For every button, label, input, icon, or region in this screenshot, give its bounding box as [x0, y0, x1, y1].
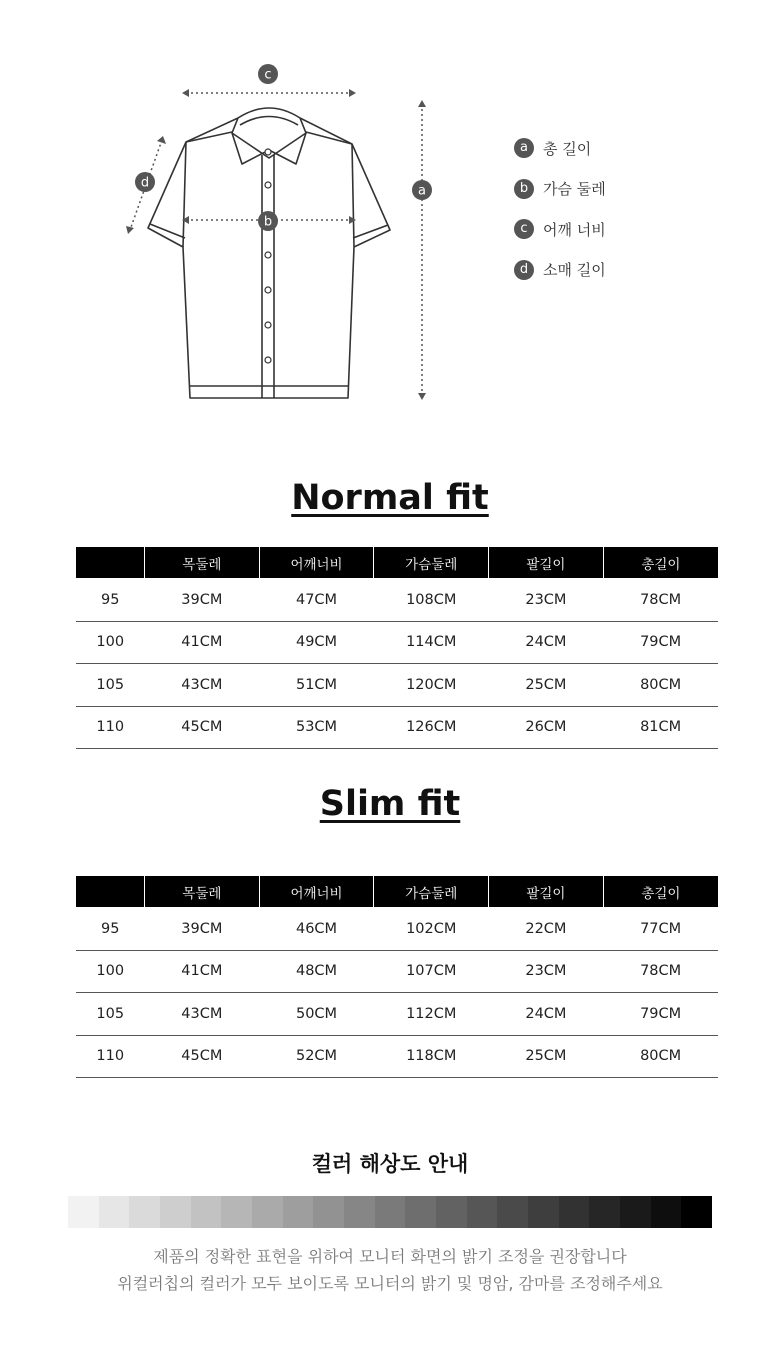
color-chip	[221, 1196, 252, 1228]
legend-item	[514, 219, 606, 239]
legend-text: 총 길이	[543, 139, 592, 158]
table-cell: 78CM	[603, 579, 718, 622]
color-chip	[68, 1196, 99, 1228]
table-row	[76, 993, 718, 1036]
legend-text: 가슴 둘레	[543, 180, 606, 198]
color-chip	[283, 1196, 314, 1228]
color-chip	[559, 1196, 590, 1228]
table-cell: 25CM	[489, 1035, 604, 1078]
legend-badge: c	[514, 219, 534, 239]
table-header-cell: 팔길이	[489, 547, 604, 579]
table-cell: 107CM	[374, 950, 489, 993]
shirt-button	[265, 357, 271, 363]
table-cell: 108CM	[374, 579, 489, 622]
color-chip	[160, 1196, 191, 1228]
table-cell: 46CM	[259, 908, 374, 951]
table-cell: 41CM	[145, 621, 260, 664]
legend-text: 소매 길이	[543, 261, 606, 279]
table-row	[76, 579, 718, 622]
table-header-cell: 어깨너비	[259, 876, 374, 908]
slim-fit-title	[0, 784, 780, 824]
shirt-button	[265, 287, 271, 293]
table-cell: 95	[76, 908, 145, 951]
table-cell: 43CM	[145, 993, 260, 1036]
table-cell: 49CM	[259, 621, 374, 664]
slim-fit-title-text: Slim fit	[319, 784, 461, 824]
slim-fit-size-table	[76, 876, 718, 1078]
color-chip	[589, 1196, 620, 1228]
table-cell: 118CM	[374, 1035, 489, 1078]
color-chip	[313, 1196, 344, 1228]
table-cell: 43CM	[145, 664, 260, 707]
color-chip	[436, 1196, 467, 1228]
table-cell: 47CM	[259, 579, 374, 622]
table-cell: 79CM	[603, 621, 718, 664]
legend-item	[514, 260, 606, 280]
color-chip	[344, 1196, 375, 1228]
table-header-cell: 총길이	[603, 547, 718, 579]
table-cell: 102CM	[374, 908, 489, 951]
shirt-button	[265, 149, 271, 155]
table-cell: 79CM	[603, 993, 718, 1036]
shirt-button	[265, 182, 271, 188]
normal-fit-title	[0, 478, 780, 518]
table-cell: 23CM	[489, 579, 604, 622]
table-cell: 52CM	[259, 1035, 374, 1078]
table-cell: 110	[76, 706, 145, 749]
label-a: a	[418, 183, 426, 199]
table-cell: 51CM	[259, 664, 374, 707]
table-header-cell: 어깨너비	[259, 547, 374, 579]
normal-fit-size-table	[76, 547, 718, 749]
table-cell: 81CM	[603, 706, 718, 749]
table-cell: 48CM	[259, 950, 374, 993]
table-row	[76, 621, 718, 664]
table-header-cell: 목둘레	[145, 547, 260, 579]
shirt-measurement-diagram	[0, 0, 780, 430]
table-cell: 78CM	[603, 950, 718, 993]
table-cell: 95	[76, 579, 145, 622]
color-guide-note-1: 제품의 정확한 표현을 위하여 모니터 화면의 밝기 조정을 권장합니다	[153, 1247, 627, 1266]
legend-badge: a	[514, 138, 534, 158]
table-header-cell: 가슴둘레	[374, 547, 489, 579]
table-cell: 24CM	[489, 621, 604, 664]
table-header-cell: 가슴둘레	[374, 876, 489, 908]
table-cell: 77CM	[603, 908, 718, 951]
table-header-cell: 목둘레	[145, 876, 260, 908]
color-chip	[375, 1196, 406, 1228]
measurement-legend	[514, 138, 606, 300]
table-cell: 45CM	[145, 706, 260, 749]
shirt-button	[265, 252, 271, 258]
table-cell: 26CM	[489, 706, 604, 749]
legend-item	[514, 179, 606, 199]
label-b: b	[263, 214, 273, 230]
legend-badge: d	[514, 260, 534, 280]
color-guide-title: 컬러 해상도 안내	[311, 1152, 469, 1176]
color-chip	[129, 1196, 160, 1228]
table-header-cell: 총길이	[603, 876, 718, 908]
table-header-cell	[76, 547, 145, 579]
table-cell: 100	[76, 621, 145, 664]
table-header-cell	[76, 876, 145, 908]
shirt-button	[265, 322, 271, 328]
color-chip	[191, 1196, 222, 1228]
table-cell: 41CM	[145, 950, 260, 993]
label-c: c	[264, 67, 272, 83]
legend-text: 어깨 너비	[543, 220, 606, 239]
table-row	[76, 706, 718, 749]
table-cell: 110	[76, 1035, 145, 1078]
color-chip	[681, 1196, 712, 1228]
color-chip	[651, 1196, 682, 1228]
table-row	[76, 908, 718, 951]
table-cell: 45CM	[145, 1035, 260, 1078]
table-cell: 50CM	[259, 993, 374, 1036]
color-chip	[405, 1196, 436, 1228]
color-chip	[467, 1196, 498, 1228]
table-cell: 23CM	[489, 950, 604, 993]
table-cell: 39CM	[145, 908, 260, 951]
color-chip	[99, 1196, 130, 1228]
table-cell: 120CM	[374, 664, 489, 707]
table-cell: 80CM	[603, 664, 718, 707]
table-header-row	[76, 876, 718, 908]
table-header-row	[76, 547, 718, 579]
table-row	[76, 950, 718, 993]
color-chip	[497, 1196, 528, 1228]
color-chip	[252, 1196, 283, 1228]
table-cell: 22CM	[489, 908, 604, 951]
table-header-cell: 팔길이	[489, 876, 604, 908]
table-cell: 126CM	[374, 706, 489, 749]
table-cell: 112CM	[374, 993, 489, 1036]
table-cell: 39CM	[145, 579, 260, 622]
table-row	[76, 1035, 718, 1078]
table-cell: 53CM	[259, 706, 374, 749]
table-cell: 24CM	[489, 993, 604, 1036]
color-chip	[620, 1196, 651, 1228]
legend-badge: b	[514, 179, 534, 199]
label-d: d	[140, 175, 150, 191]
legend-item	[514, 138, 606, 158]
normal-fit-title-text: Normal fit	[291, 478, 489, 518]
color-chip	[528, 1196, 559, 1228]
table-cell: 80CM	[603, 1035, 718, 1078]
table-cell: 25CM	[489, 664, 604, 707]
table-row	[76, 664, 718, 707]
color-guide-note-2: 위컬러칩의 컬러가 모두 보이도록 모니터의 밝기 및 명암, 감마를 조정해주세요	[117, 1274, 663, 1293]
table-cell: 105	[76, 993, 145, 1036]
table-cell: 105	[76, 664, 145, 707]
color-chip-strip	[68, 1196, 712, 1228]
table-cell: 114CM	[374, 621, 489, 664]
table-cell: 100	[76, 950, 145, 993]
